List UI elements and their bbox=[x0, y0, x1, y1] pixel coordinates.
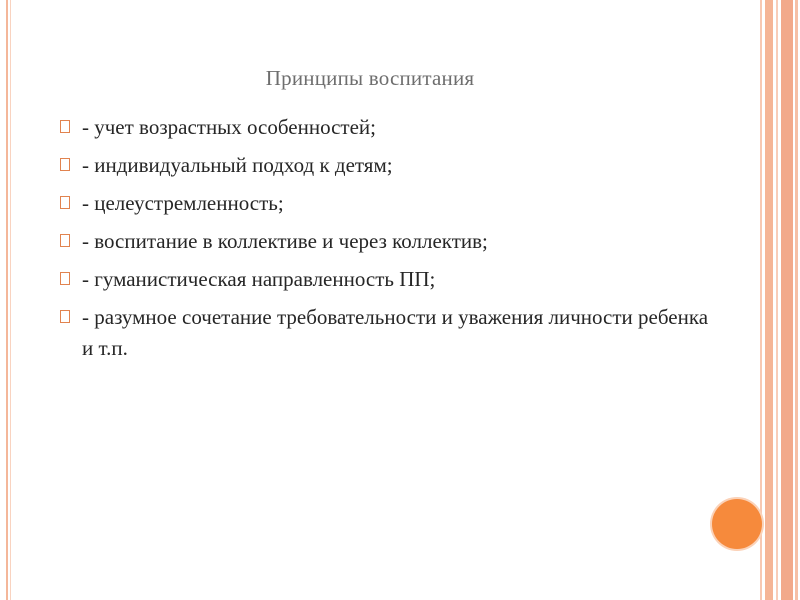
bullet-text: - индивидуальный подход к детям; bbox=[82, 153, 393, 177]
bullet-square-icon bbox=[60, 234, 70, 247]
bullet-square-icon bbox=[60, 158, 70, 171]
bullet-text: - гуманистическая направленность ПП; bbox=[82, 267, 436, 291]
right-stripe bbox=[776, 0, 778, 600]
slide-title: Принципы воспитания bbox=[265, 66, 475, 90]
right-stripe bbox=[760, 0, 762, 600]
orange-circle-decoration bbox=[712, 499, 762, 549]
bullet-list bbox=[58, 112, 718, 371]
bullet-square-icon bbox=[60, 272, 70, 285]
right-stripe bbox=[795, 0, 798, 600]
right-stripe bbox=[781, 0, 793, 600]
bullet-text: - учет возрастных особенностей; bbox=[82, 115, 376, 139]
bullet-item bbox=[58, 302, 718, 364]
bullet-text: - разумное сочетание требовательности и уважения личности ребенка и т.п. bbox=[82, 305, 709, 360]
bullet-item bbox=[58, 112, 718, 143]
bullet-item bbox=[58, 150, 718, 181]
bullet-item bbox=[58, 226, 718, 257]
bullet-item bbox=[58, 264, 718, 295]
bullet-text: - целеустремленность; bbox=[82, 191, 284, 215]
right-border-decoration bbox=[760, 0, 800, 600]
bullet-square-icon bbox=[60, 310, 70, 323]
right-stripe bbox=[765, 0, 773, 600]
bullet-item bbox=[58, 188, 718, 219]
bullet-square-icon bbox=[60, 120, 70, 133]
bullet-square-icon bbox=[60, 196, 70, 209]
bullet-text: - воспитание в коллективе и через коллектив; bbox=[82, 229, 488, 253]
